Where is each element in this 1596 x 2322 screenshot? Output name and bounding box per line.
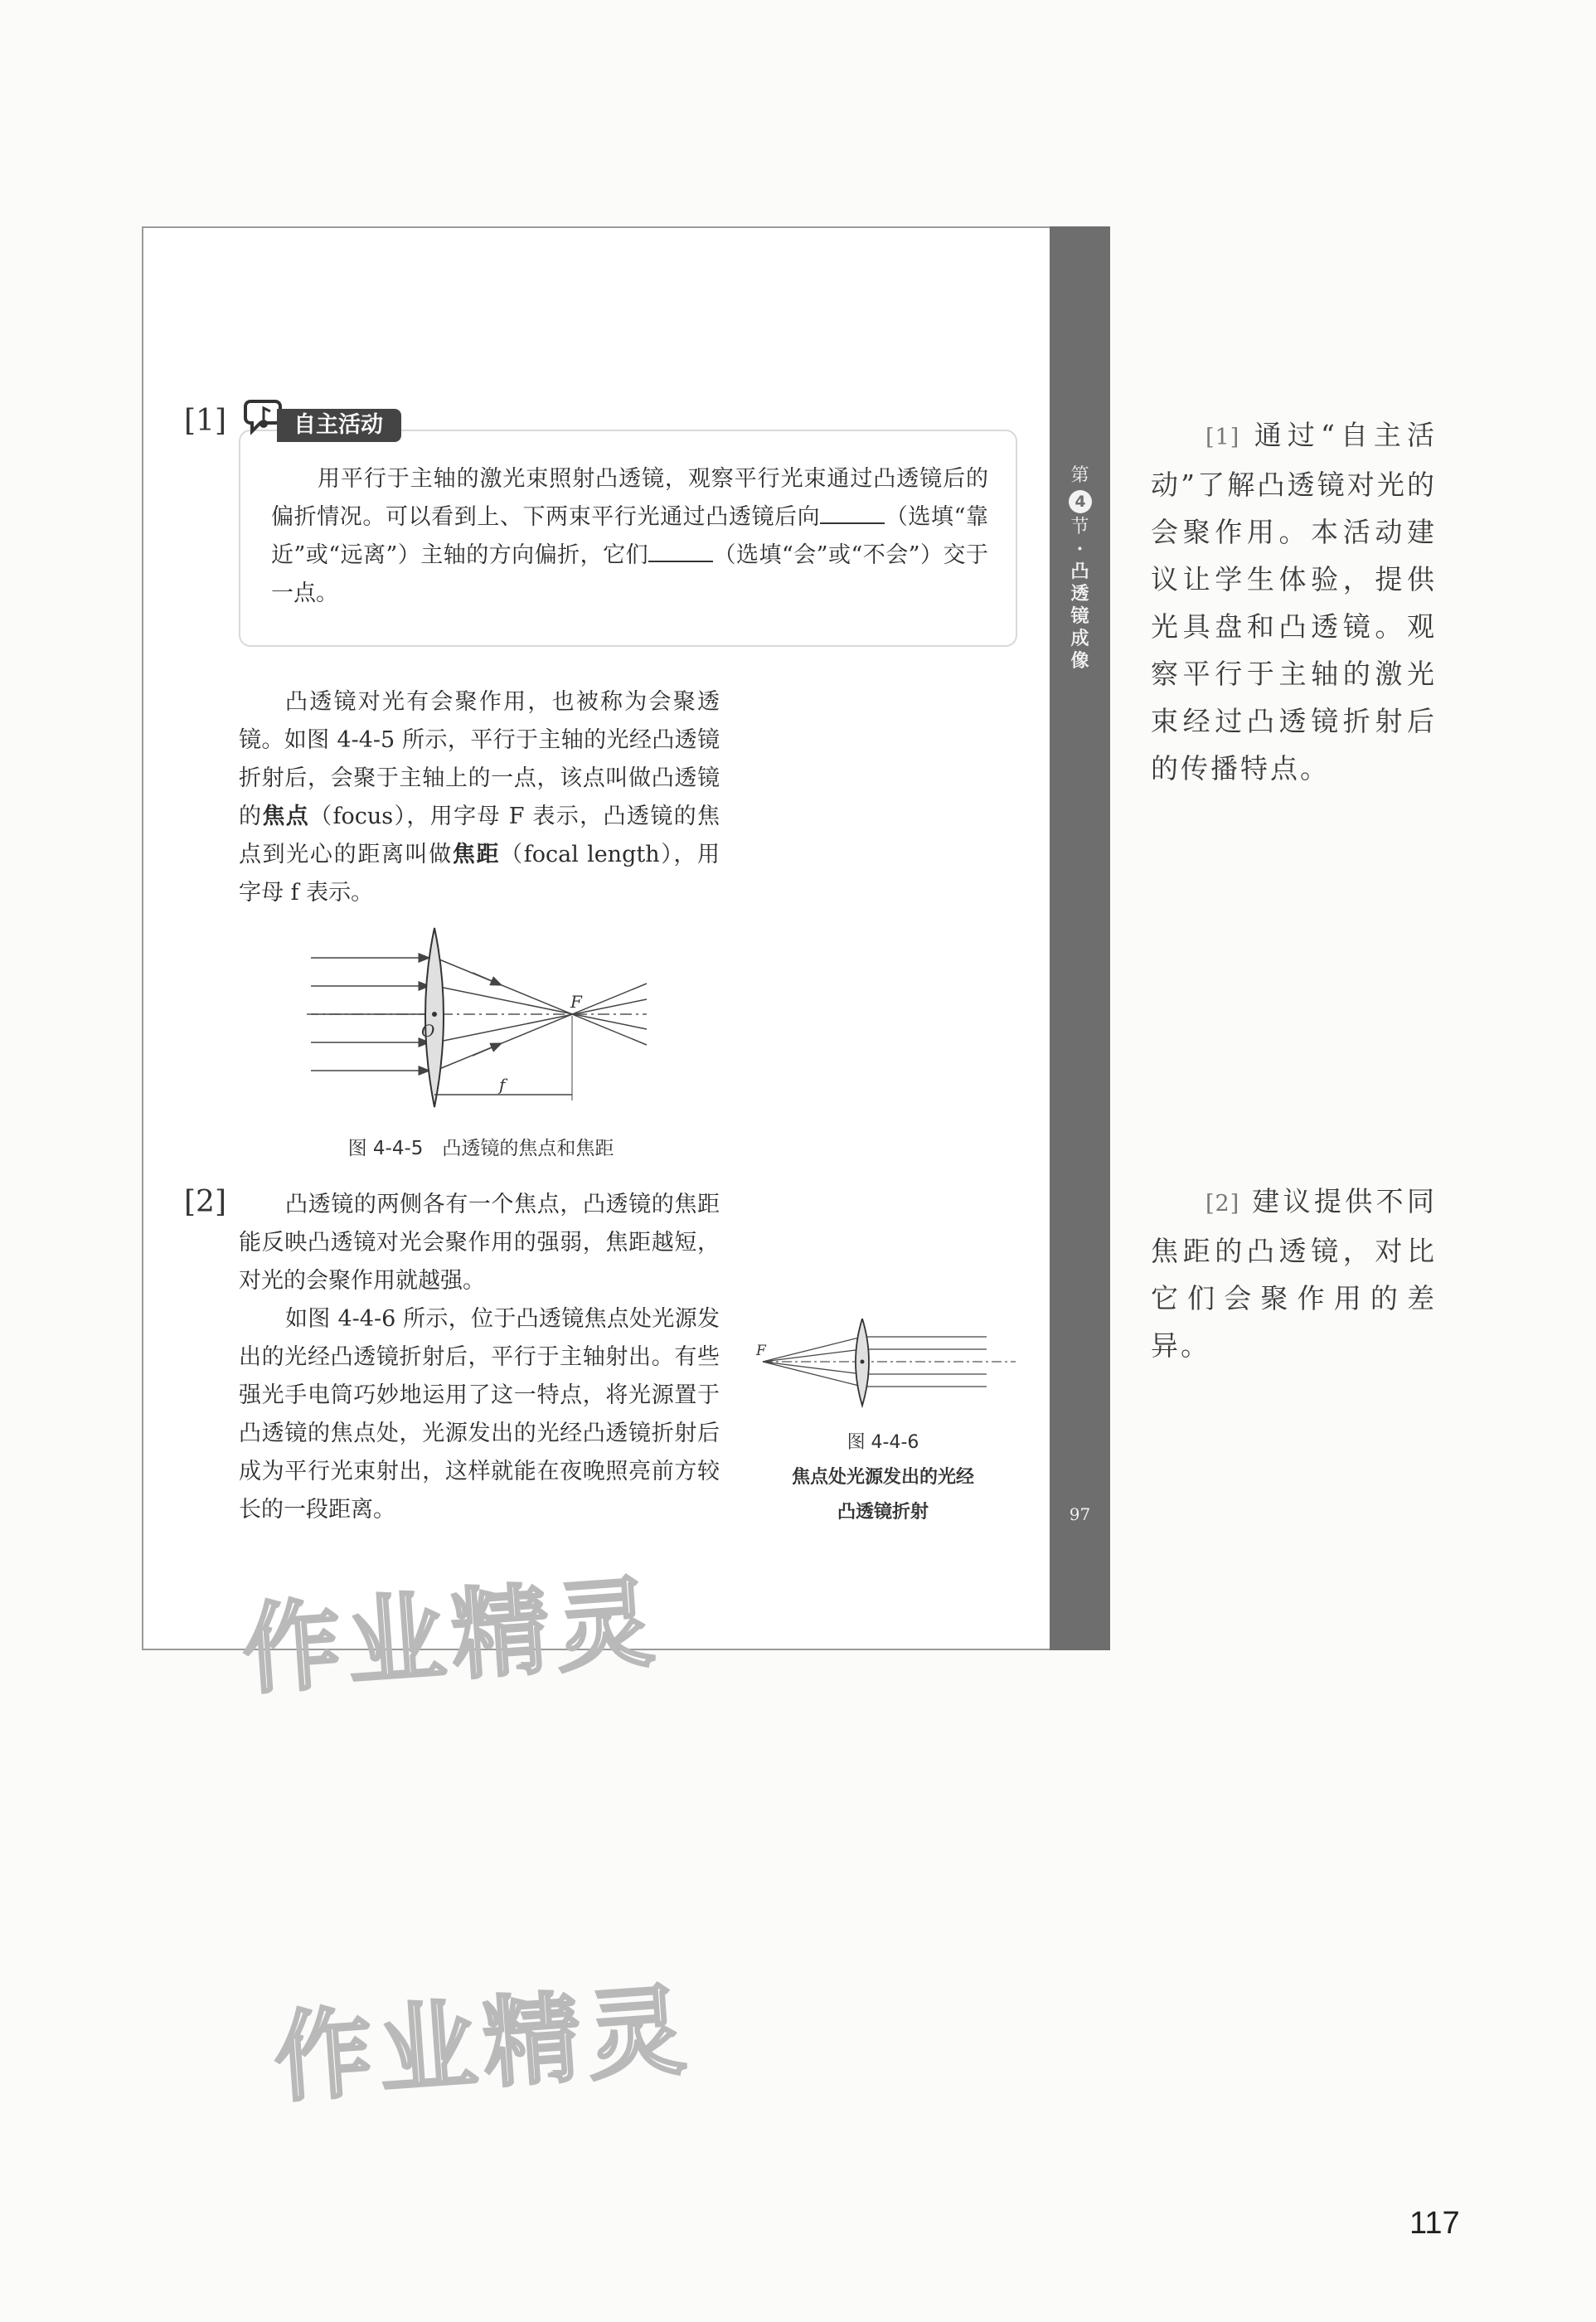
activity-text [271, 460, 988, 613]
strip-section-number: 4 [1069, 490, 1092, 513]
figure-point-source-diagram [746, 1319, 1020, 1410]
figure-4-4-6-caption-line2: 凸透镜折射 [837, 1502, 929, 1523]
activity-text-3: （选填“会”或“不会”）交于一点。 [271, 542, 988, 606]
figure-4-4-5-caption: 图 4-4-5 凸透镜的焦点和焦距 [347, 1138, 614, 1159]
figure-4-4-6-number: 图 4-4-6 [847, 1432, 919, 1453]
page-number: 117 [1409, 2206, 1460, 2241]
activity-text-1: 用平行于主轴的激光束照射凸透镜，观察平行光束通过凸透镜后的偏折情况。可以看到上、下两束平行光通过凸透镜后向 [271, 466, 988, 530]
term-focal-length: 焦距 [452, 842, 501, 867]
note1-bracket: [1] [1205, 425, 1240, 450]
strip-title-3: 镜 [1070, 606, 1089, 627]
activity-tag: 自主活动 [277, 409, 401, 442]
teacher-note-2 [1151, 1178, 1437, 1369]
activity-text-2: （选填“靠近”或“远离”）主轴的方向偏折，它们 [271, 504, 989, 568]
chapter-side-strip [1050, 226, 1110, 1650]
strip-dot: · [1076, 538, 1084, 560]
para1-text-b: （focus），用字母 F 表示，凸透镜的焦点到光心的距离叫做 [239, 804, 720, 867]
flashlight-paragraph: 如图 4-4-6 所示，位于凸透镜焦点处光源发出的光经凸透镜折射后，平行于主轴射出。有些强光手电筒巧妙地运用了这一特点，将光源置于凸透镜的焦点处，光源发出的光经凸透镜折射后成为平行光束射出，这样就能在夜晚照亮前方较长的一段距离。 [239, 1306, 720, 1523]
strip-title-4: 成 [1070, 629, 1089, 649]
strip-page-ref: 97 [1069, 1504, 1091, 1524]
strip-section-suffix: 节 [1070, 517, 1089, 537]
strip-title-1: 凸 [1070, 561, 1089, 582]
para1-text-c: （focal length），用字母 f 表示。 [239, 842, 720, 906]
term-focus: 焦点 [262, 804, 310, 829]
watermark-bottom: 作业精灵 [270, 1972, 696, 2116]
fig2-label-F: F [756, 1343, 766, 1359]
answer-blank-2[interactable] [648, 539, 713, 562]
note2-bracket: [2] [1205, 1191, 1240, 1217]
watermark-top: 作业精灵 [239, 1564, 664, 1708]
strip-chapter-prefix: 第 [1070, 465, 1089, 486]
fig1-label-O: O [421, 1021, 435, 1041]
teacher-note-1 [1151, 411, 1437, 792]
section-marker-2: [2] [184, 1185, 226, 1219]
strip-title-5: 像 [1070, 651, 1089, 672]
answer-blank-1[interactable] [820, 501, 885, 524]
note2-text: 建议提供不同焦距的凸透镜，对比它们会聚作用的差异。 [1151, 1185, 1437, 1362]
fig1-label-f: f [499, 1075, 506, 1095]
para1-text-a: 凸透镜对光有会聚作用，也被称为会聚透镜。如图 4-4-5 所示，平行于主轴的光经凸透镜折射后，会聚于主轴上的一点，该点叫做凸透镜的 [239, 689, 720, 829]
strip-title-2: 透 [1070, 584, 1089, 605]
note1-text: 通过“自主活动”了解凸透镜对光的会聚作用。本活动建议让学生体验，提供光具盘和凸透镜。观察平行于主轴的激光束经过凸透镜折射后的传播特点。 [1151, 419, 1437, 785]
figure-4-4-6-caption-line1: 焦点处光源发出的光经 [791, 1467, 974, 1488]
convex-lens-paragraph [239, 683, 720, 912]
fig1-label-F: F [570, 992, 582, 1012]
activity-marker: [1] [184, 404, 226, 438]
focal-length-paragraph: 凸透镜的两侧各有一个焦点，凸透镜的焦距能反映凸透镜对光会聚作用的强弱，焦距越短，对光的会聚作用就越强。 [239, 1192, 720, 1294]
figure-focus-diagram [307, 925, 655, 1124]
